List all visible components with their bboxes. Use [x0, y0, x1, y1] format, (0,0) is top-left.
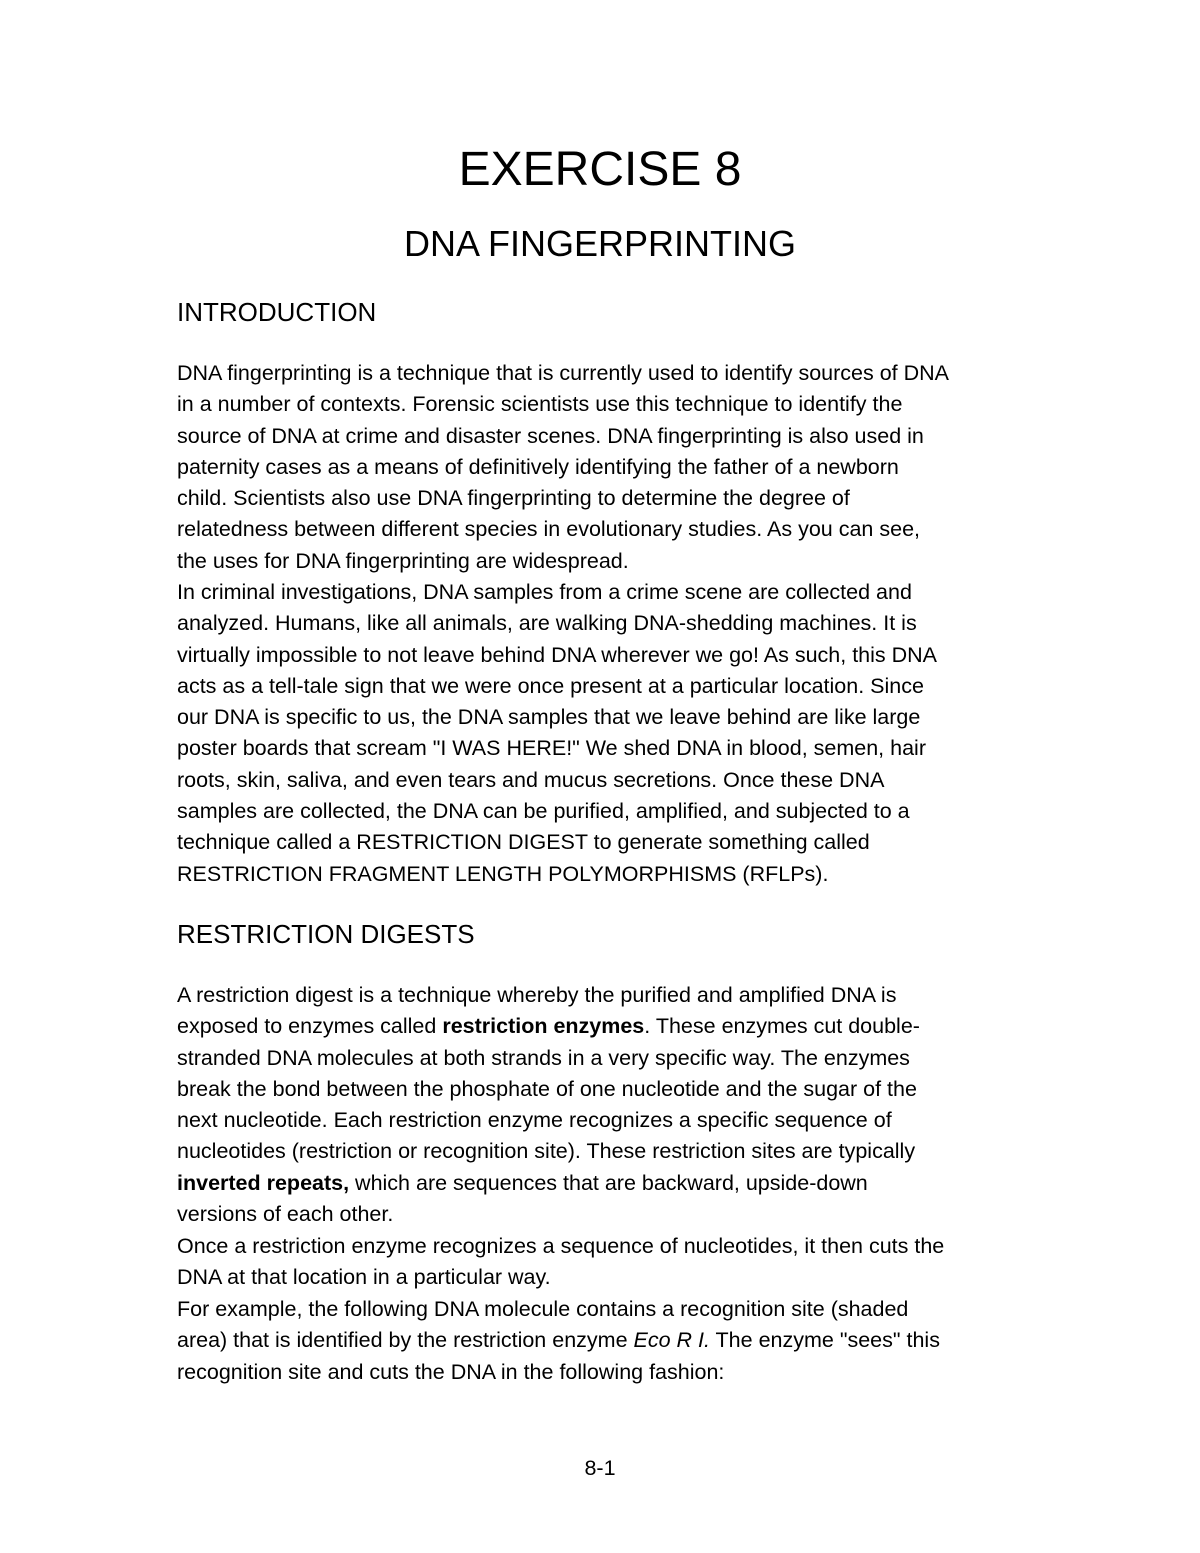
section-heading-restriction-digests: RESTRICTION DIGESTS [177, 919, 475, 949]
text-line: our DNA is specific to us, the DNA samples that we leave behind are like large [177, 705, 921, 730]
text-line: versions of each other. [177, 1202, 394, 1227]
text-line: stranded DNA molecules at both strands in a very specific way. The enzymes [177, 1045, 910, 1070]
enzyme-name-eco-r-i: Eco R I. [633, 1328, 710, 1353]
text-line: analyzed. Humans, like all animals, are walking DNA-shedding machines. It is [177, 611, 917, 636]
text-line: DNA at that location in a particular way. [177, 1265, 551, 1290]
text-line: In criminal investigations, DNA samples from a crime scene are collected and [177, 580, 912, 604]
section-heading-introduction: INTRODUCTION [177, 297, 377, 327]
page-title: EXERCISE 8 [458, 143, 742, 196]
text-line: acts as a tell-tale sign that we were once present at a particular location. Since [177, 673, 924, 698]
text-line: the uses for DNA fingerprinting are widespread. [177, 548, 629, 573]
page-subtitle: DNA FINGERPRINTING [403, 223, 797, 264]
term-restriction-enzymes: restriction enzymes [442, 1014, 645, 1039]
text-line: Once a restriction enzyme recognizes a sequence of nucleotides, it then cuts the [177, 1234, 945, 1258]
term-inverted-repeats: inverted repeats, [177, 1170, 350, 1195]
text-line: in a number of contexts. Forensic scientists use this technique to identify the [177, 392, 903, 417]
text-line: For example, the following DNA molecule contains a recognition site (shaded [177, 1297, 909, 1321]
text-line: RESTRICTION FRAGMENT LENGTH POLYMORPHISMS (RFLPs). [177, 861, 829, 886]
text-line: virtually impossible to not leave behind DNA wherever we go! As such, this DNA [177, 642, 938, 667]
restriction-paragraph-3 [177, 1294, 1057, 1388]
text-line: inverted repeats, which are sequences that are backward, upside-down [177, 1170, 868, 1195]
text-line: exposed to enzymes called restriction enzymes. These enzymes cut double- [177, 1014, 920, 1039]
text-line: area) that is identified by the restriction enzyme Eco R I. The enzyme "sees" this [177, 1328, 940, 1353]
text-line: poster boards that scream "I WAS HERE!" We shed DNA in blood, semen, hair [177, 736, 926, 761]
intro-paragraph-2 [177, 577, 1057, 890]
text-line: recognition site and cuts the DNA in the following fashion: [177, 1359, 725, 1384]
text-line: break the bond between the phosphate of one nucleotide and the sugar of the [177, 1076, 917, 1101]
text-line: relatedness between different species in evolutionary studies. As you can see, [177, 517, 920, 542]
text-line: next nucleotide. Each restriction enzyme recognizes a specific sequence of [177, 1108, 892, 1133]
text-line: roots, skin, saliva, and even tears and mucus secretions. Once these DNA [177, 767, 885, 792]
text-line: source of DNA at crime and disaster scenes. DNA fingerprinting is also used in [177, 423, 924, 448]
intro-paragraph-1 [177, 358, 1057, 577]
text-line: technique called a RESTRICTION DIGEST to generate something called [177, 830, 870, 855]
text-line: A restriction digest is a technique whereby the purified and amplified DNA is [177, 983, 897, 1007]
text-line: child. Scientists also use DNA fingerprinting to determine the degree of [177, 486, 850, 511]
page-number: 8-1 [584, 1456, 616, 1480]
text-line: nucleotides (restriction or recognition site). These restriction sites are typically [177, 1139, 916, 1164]
text-line: DNA fingerprinting is a technique that is currently used to identify sources of DNA [177, 361, 949, 385]
restriction-paragraph-2 [177, 1231, 1057, 1294]
text-line: paternity cases as a means of definitively identifying the father of a newborn [177, 454, 899, 479]
text-line: samples are collected, the DNA can be purified, amplified, and subjected to a [177, 799, 910, 824]
restriction-paragraph-1 [177, 980, 1057, 1230]
